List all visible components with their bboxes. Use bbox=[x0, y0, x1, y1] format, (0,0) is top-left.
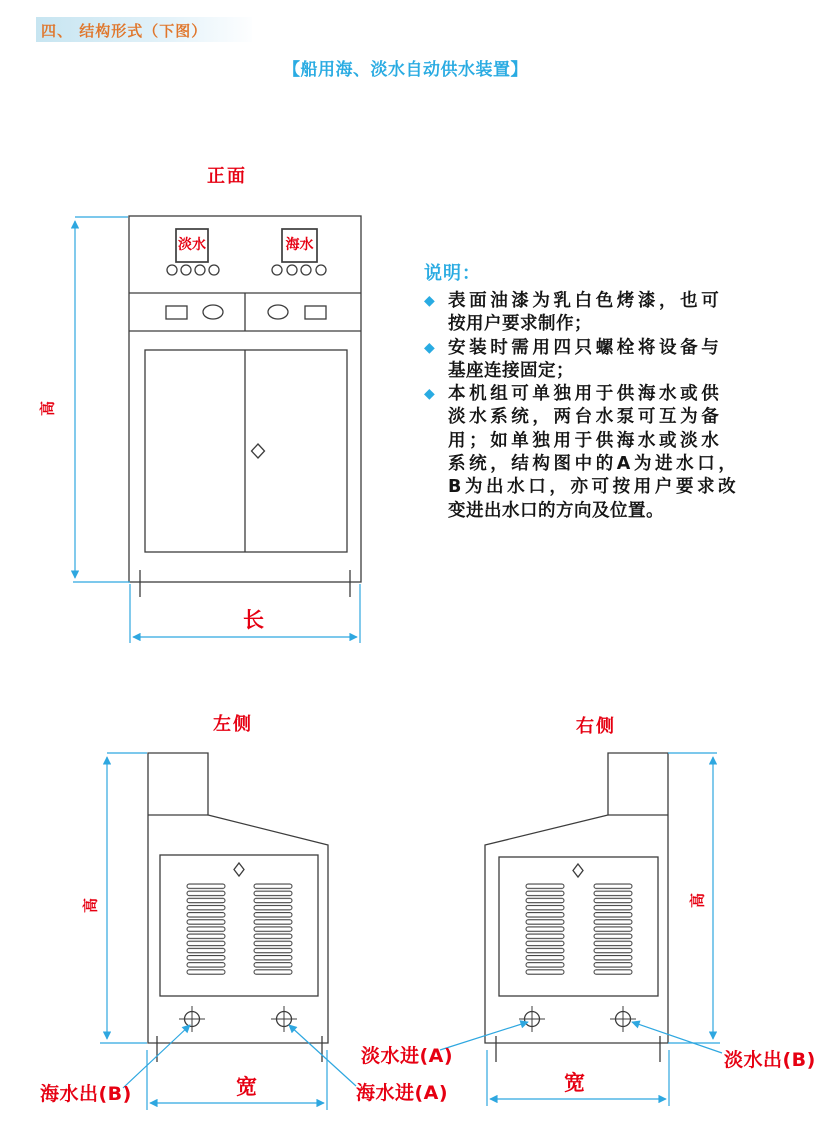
leader-fresh-out bbox=[632, 1022, 722, 1053]
note-line: 系统，结构图中的A为进水口， bbox=[448, 454, 740, 475]
louver-panel bbox=[593, 883, 633, 976]
fresh-water-inlet-label: 淡水进(A) bbox=[361, 1045, 454, 1067]
left-height-dim-label: 高 bbox=[81, 898, 100, 914]
door-handle-icon bbox=[234, 863, 244, 876]
section-title: 四、 结构形式（下图） bbox=[41, 22, 208, 40]
louver-panel bbox=[186, 883, 226, 976]
front-length-dim-label: 长 bbox=[243, 608, 264, 632]
left-view-title: 左侧 bbox=[213, 714, 253, 735]
notes-section bbox=[424, 259, 774, 523]
note-line: 基座连接固定； bbox=[448, 360, 574, 381]
note-line: 表面油漆为乳白色烤漆，也可 bbox=[448, 291, 723, 311]
pipe-connection-icon bbox=[519, 1006, 545, 1032]
fresh-water-outlet-label: 淡水出(B) bbox=[724, 1049, 816, 1071]
note-line: 变进出水口的方向及位置。 bbox=[448, 500, 664, 521]
note-bullet bbox=[424, 383, 774, 523]
switch-row-icons bbox=[166, 305, 326, 319]
bullet-diamond-icon: ◆ bbox=[424, 293, 435, 309]
gauge-label-fresh: 淡水 bbox=[178, 237, 206, 253]
note-line: 按用户要求制作； bbox=[448, 314, 592, 335]
leader-fresh-in bbox=[440, 1022, 528, 1050]
page-title: 【船用海、淡水自动供水装置】 bbox=[283, 60, 528, 80]
note-bullet bbox=[424, 290, 774, 337]
bullet-diamond-icon: ◆ bbox=[424, 339, 435, 356]
right-view-title: 右侧 bbox=[576, 716, 616, 737]
louver-panel bbox=[525, 883, 565, 976]
note-line: 淡水系统，两台水泵可互为备 bbox=[448, 407, 723, 428]
pipe-connection-icon bbox=[179, 1006, 205, 1032]
right-side-view bbox=[485, 753, 668, 1062]
indicator-lamps-icon bbox=[167, 265, 326, 275]
note-line: 用；如单独用于供海水或淡水 bbox=[448, 430, 723, 451]
leader-sea-in bbox=[289, 1025, 356, 1086]
front-height-dim-label: 高 bbox=[38, 401, 57, 417]
pipe-connection-icon bbox=[610, 1006, 636, 1032]
right-side-dimensions bbox=[440, 753, 722, 1106]
note-bullet bbox=[424, 337, 774, 384]
left-side-view bbox=[148, 753, 328, 1062]
notes-heading: 说明： bbox=[424, 263, 481, 284]
note-line: 安装时需用四只螺栓将设备与 bbox=[448, 337, 723, 358]
front-view-title: 正面 bbox=[207, 166, 247, 187]
bullet-diamond-icon: ◆ bbox=[424, 386, 435, 403]
sea-water-outlet-label: 海水出(B) bbox=[40, 1083, 132, 1105]
sea-water-inlet-label: 海水进(A) bbox=[356, 1082, 449, 1104]
gauge-label-sea: 海水 bbox=[285, 237, 314, 253]
left-width-dim-label: 宽 bbox=[236, 1075, 257, 1099]
note-line: B为出水口，亦可按用户要求改 bbox=[448, 477, 740, 498]
right-height-dim-label: 高 bbox=[688, 893, 707, 909]
door-handle-icon bbox=[252, 444, 265, 458]
note-line: 本机组可单独用于供海水或供 bbox=[448, 384, 723, 405]
front-view-dimensions bbox=[73, 217, 360, 643]
door-handle-icon bbox=[573, 864, 583, 877]
right-width-dim-label: 宽 bbox=[564, 1071, 585, 1095]
louver-panel bbox=[253, 883, 293, 976]
leader-sea-out bbox=[123, 1025, 190, 1088]
front-view-cabinet bbox=[129, 216, 361, 597]
